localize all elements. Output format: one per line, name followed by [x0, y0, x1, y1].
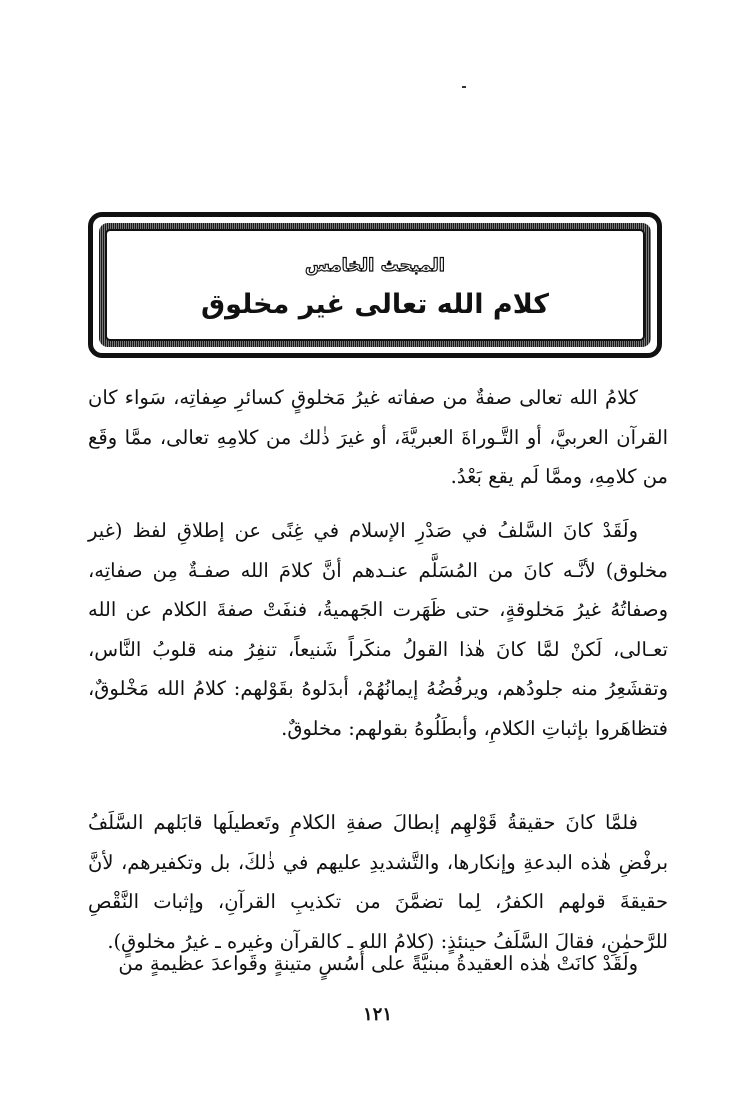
- paragraph-4-block: [88, 944, 668, 984]
- paragraph-3-block: [88, 803, 668, 961]
- paragraph-2-block: [88, 511, 668, 748]
- page-number: ١٢١: [362, 1004, 392, 1025]
- paragraph-3: فلمَّا كانَ حقيقةُ قَوْلهِم إبطالَ صفةِ الكلامِ وتَعطيلَها قابَلهم السَّلَفُ برفْضِ هٰذه البدعةِ وإنكارها، والتَّشديدِ عليهم في ذٰلكَ، بل وتكفيرهم، لأنَّ حقيقةَ قولهم الكفرُ، لِما تضمَّنَ من تكذيبِ القرآنِ، وإثبات النَّقْصِ للرَّحمٰنِ، فقالَ السَّلَفُ حينئذٍ: (كلامُ الله ـ كالقرآن وغيره ـ غيرُ مخلوقٍ).: [88, 811, 668, 953]
- section-title: كلام الله تعالى غير مخلوق: [201, 289, 549, 320]
- paragraph-1-block: [88, 378, 668, 497]
- print-speck: [462, 86, 466, 88]
- frame-inner-panel: [105, 229, 645, 341]
- section-header-frame: [88, 212, 662, 358]
- section-label: المبحث الخامس: [305, 255, 445, 276]
- paragraph-4: ولَقَدْ كانَتْ هٰذه العقيدةُ مبنيَّةً على أُسُسٍ متينةٍ وقَواعدَ عظيمةٍ من: [118, 952, 638, 975]
- paragraph-1: كلامُ الله تعالى صفةٌ من صفاته غيرُ مَخلوقٍ كسائرِ صِفاتِه، سَواء كان القرآن العربيَّ، أو التَّـوراةَ العبريَّةَ، أو غيرَ ذٰلك من كلامِهِ تعالى، ممَّا وقَع من كلامِهِ، وممَّا لَم يقع بَعْدُ.: [88, 386, 668, 488]
- paragraph-2: ولَقَدْ كانَ السَّلفُ في صَدْرِ الإسلام في غِنًى عن إطلاقِ لفظ (غير مخلوق) لأنَّـه كانَ من المُسَلَّم عنـدهم أنَّ كلامَ الله صفـةٌ مِن صفاتِه، وصفاتُهُ غيرُ مَخلوقةٍ، حتى ظَهَرت الجَهميةُ، فنفَتْ صفةَ الكلام عن الله تعـالى، لَكنْ لمَّا كانَ هٰذا القولُ منكَراً شَنيعاً، تنفِرُ منه قلوبُ النَّاس، وتقشَعِرُ منه جلودُهم، ويرفُضُهُ إيمانُهُمْ، أبدَلوهُ بقَوْلهم: كلامُ الله مَخْلوقٌ، فتظاهَروا بإثباتِ الكلامِ، وأبطَلُوهُ بقولهم: مخلوقٌ.: [88, 519, 668, 740]
